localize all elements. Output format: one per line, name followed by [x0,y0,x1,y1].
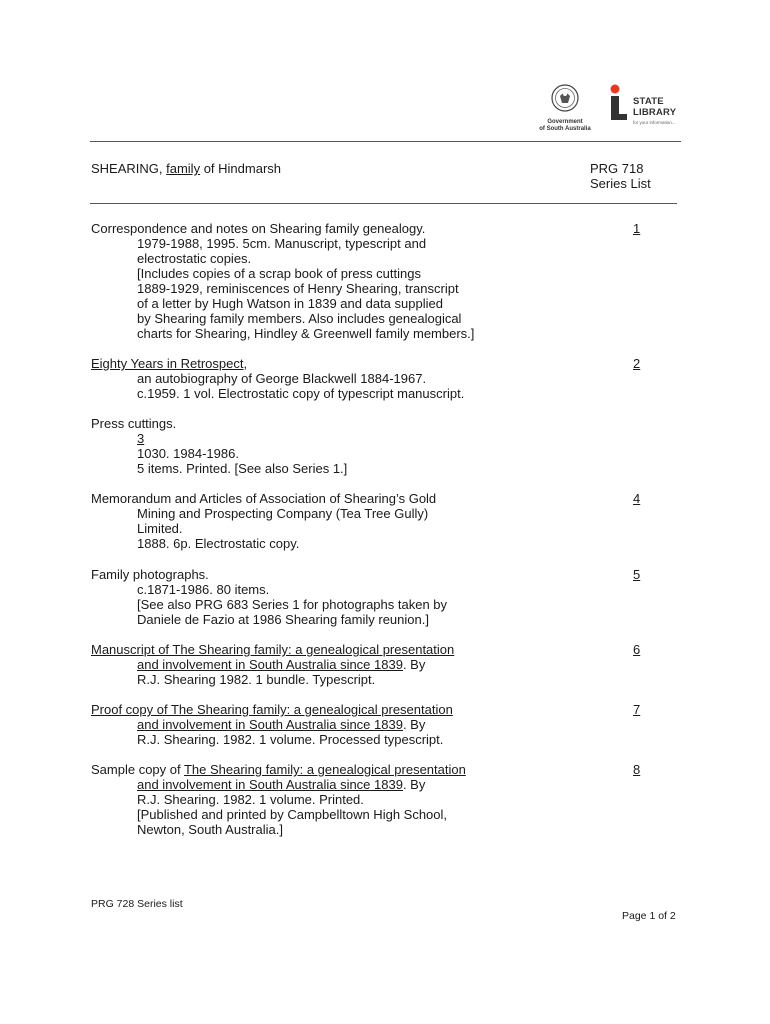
series-number: 2 [633,356,641,371]
series-entry: Sample copy of The Shearing family: a genealogical presentation and involvement in South Australia since 1839. By R.J. Shearing. 1982. 1 volume. Printed. [Published and printed by Campbelltown High School, Newton, South Australia.] [91,762,466,837]
series-number: 5 [633,567,641,582]
top-rule [90,141,681,142]
series-entry: Family photographs. c.1871-1986. 80 items. [See also PRG 683 Series 1 for photographs taken by Daniele de Fazio at 1986 Shearing family reunion.] [91,567,448,627]
series-entry: Proof copy of The Shearing family: a genealogical presentation and involvement in South Australia since 1839. By R.J. Shearing. 1982. 1 volume. Processed typescript. [91,702,453,747]
series-number: 3 [137,431,145,446]
government-sa-logo [530,84,600,130]
series-entry: Press cuttings. 3 1030. 1984-1986. 5 items. Printed. [See also Series 1.] [91,416,348,476]
state-library-tagline: for your information... [633,120,676,125]
page-number: Page 1 of 2 [622,910,676,922]
state-library-logo [607,84,687,130]
state-library-line1: STATE [633,96,664,107]
series-list-label: Series List [590,176,651,191]
state-library-i-icon [607,84,631,124]
footer-left: PRG 728 Series list [91,898,183,910]
series-entry: Memorandum and Articles of Association of Shearing’s Gold Mining and Prospecting Company (Tea Tree Gully) Limited. 1888. 6p. Electrostatic copy. [91,491,437,551]
series-entry: Manuscript of The Shearing family: a genealogical presentation and involvement in South Australia since 1839. By R.J. Shearing 1982. 1 bundle. Typescript. [91,642,455,687]
prg-number: PRG 718 [590,161,644,176]
series-number: 8 [633,762,641,777]
series-number: 4 [633,491,641,506]
state-library-line2: LIBRARY [633,107,677,118]
header-rule [90,203,677,204]
series-number: 7 [633,702,641,717]
series-number: 6 [633,642,641,657]
government-line1: Government [547,119,583,125]
government-crest-icon [530,84,600,114]
series-entry: Eighty Years in Retrospect, an autobiography of George Blackwell 1884-1967. c.1959. 1 vol. Electrostatic copy of typescript manuscript. [91,356,465,401]
series-number: 1 [633,221,641,236]
series-entry: Correspondence and notes on Shearing family genealogy. 1979-1988, 1995. 5cm. Manuscript, typescript and electrostatic copies. [Includes copies of a scrap book of press cuttings 1889-1929, reminiscences of Henry Shearing, transcript of a letter by Hugh Watson in 1839 and data supplied by Shearing family members. Also includes genealogical charts for Shearing, Hindley & Greenwell family members.] [91,221,475,341]
collection-title: SHEARING, family of Hindmarsh [91,161,281,176]
government-line2: of South Australia [539,126,591,132]
